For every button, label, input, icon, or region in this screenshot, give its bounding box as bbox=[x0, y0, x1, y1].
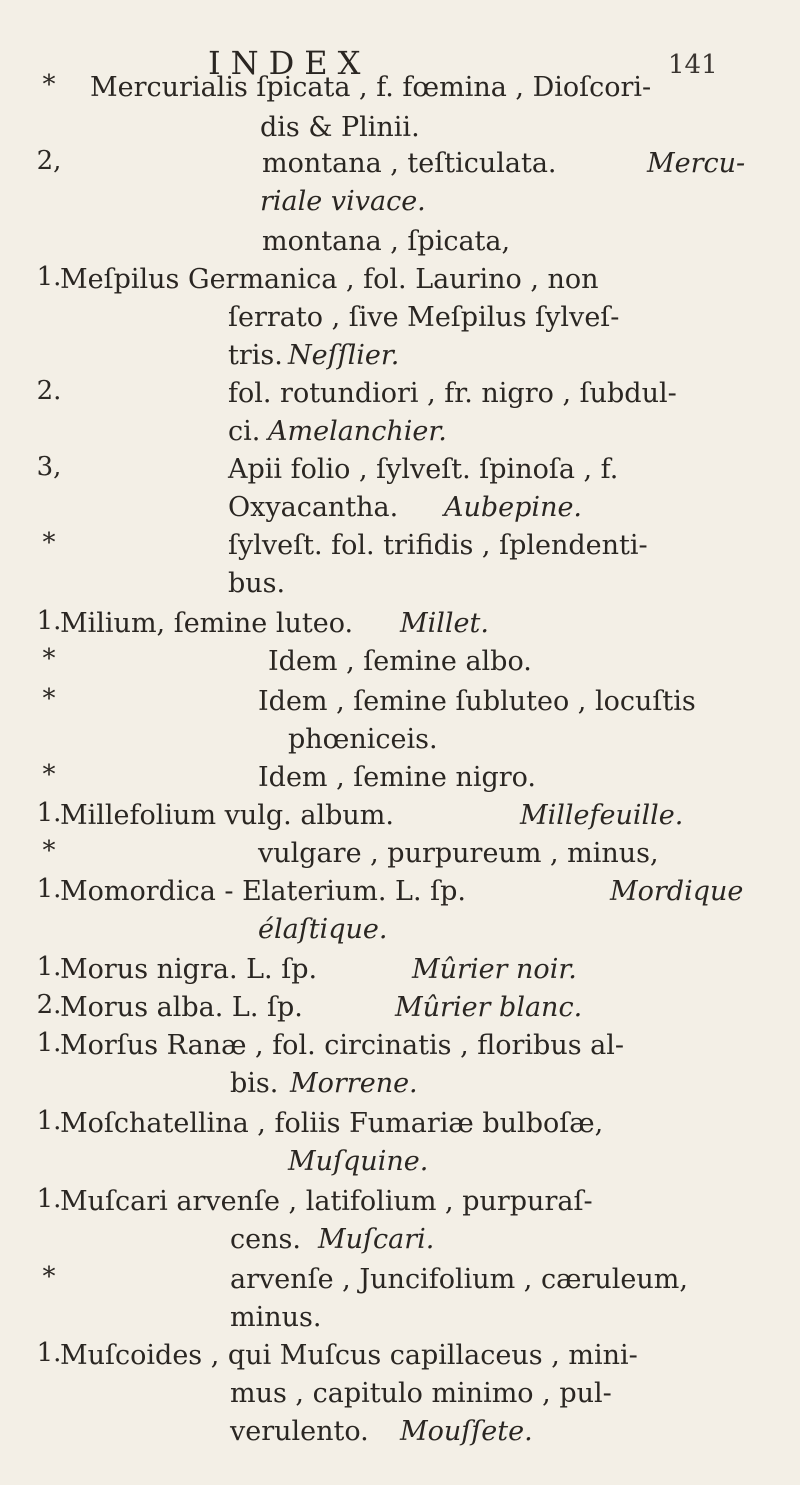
entry-text: Millefolium vulg. album. bbox=[60, 800, 394, 831]
entry-text: Morus nigra. L. ſp. bbox=[60, 954, 318, 985]
entry-vernacular: Mûrier blanc. bbox=[395, 992, 583, 1023]
entry-marker: 3, bbox=[36, 452, 62, 482]
entry-vernacular: Millet. bbox=[400, 608, 489, 639]
entry-marker: 2. bbox=[36, 990, 62, 1020]
entry-text: Morſus Ranæ , fol. circinatis , floribus al- bbox=[60, 1030, 625, 1061]
entry-text: montana , teſticulata. bbox=[262, 148, 557, 179]
entry-marker: 1. bbox=[36, 952, 62, 982]
entry-text: Moſchatellina , foliis Fumariæ bulboſæ, bbox=[60, 1108, 604, 1139]
entry-text: tris. bbox=[228, 340, 283, 371]
page-number: 141 bbox=[668, 50, 718, 80]
entry-text: Idem , ſemine albo. bbox=[268, 646, 532, 677]
entry-text: Idem , ſemine ſubluteo , locuſtis bbox=[258, 686, 696, 717]
entry-vernacular: Mûrier noir. bbox=[412, 954, 577, 985]
entry-vernacular: Muſcari. bbox=[318, 1224, 435, 1255]
entry-marker: 1. bbox=[36, 1106, 62, 1136]
entry-text: minus. bbox=[230, 1302, 322, 1333]
entry-text: arvenſe , Juncifolium , cæruleum, bbox=[230, 1264, 688, 1295]
entry-text: Meſpilus Germanica , fol. Laurino , non bbox=[60, 264, 599, 295]
entry-text: Oxyacantha. bbox=[228, 492, 399, 523]
entry-vernacular: riale vivace. bbox=[260, 186, 426, 217]
entry-marker: 1. bbox=[36, 262, 62, 292]
entry-text: montana , ſpicata, bbox=[262, 226, 511, 257]
entry-marker: 1. bbox=[36, 874, 62, 904]
entry-marker: 2. bbox=[36, 376, 62, 406]
entry-text: dis & Plinii. bbox=[260, 112, 420, 143]
entry-text: ſerrato , ſive Meſpilus ſylveſ- bbox=[228, 302, 620, 333]
entry-text: Muſcoides , qui Muſcus capillaceus , mini- bbox=[60, 1340, 638, 1371]
entry-vernacular: Morrene. bbox=[290, 1068, 418, 1099]
entry-marker: * bbox=[42, 760, 56, 790]
entry-vernacular: Mercu- bbox=[647, 148, 746, 179]
entry-vernacular: Millefeuille. bbox=[520, 800, 684, 831]
entry-marker: * bbox=[42, 528, 56, 558]
entry-marker: * bbox=[42, 70, 56, 100]
entry-marker: 1. bbox=[36, 606, 62, 636]
entry-marker: * bbox=[42, 836, 56, 866]
entry-vernacular: Muſquine. bbox=[288, 1146, 429, 1177]
entry-text: Milium, ſemine luteo. bbox=[60, 608, 354, 639]
entry-marker: 1. bbox=[36, 798, 62, 828]
entry-vernacular: Aubepine. bbox=[444, 492, 583, 523]
entry-text: Apii folio , ſylveſt. ſpinoſa , f. bbox=[228, 454, 619, 485]
entry-marker: 1. bbox=[36, 1028, 62, 1058]
entry-text: Idem , ſemine nigro. bbox=[258, 762, 537, 793]
entry-text: bis. bbox=[230, 1068, 279, 1099]
entry-vernacular: Mouſſete. bbox=[400, 1416, 533, 1447]
entry-text: fol. rotundiori , fr. nigro , ſubdul- bbox=[228, 378, 677, 409]
entry-vernacular: Amelanchier. bbox=[268, 416, 447, 447]
entry-vernacular: Neſſlier. bbox=[288, 340, 400, 371]
entry-text: mus , capitulo minimo , pul- bbox=[230, 1378, 612, 1409]
entry-marker: 1. bbox=[36, 1338, 62, 1368]
page-header-title: INDEX bbox=[208, 44, 371, 82]
entry-vernacular: élaſtique. bbox=[258, 914, 388, 945]
entry-marker: * bbox=[42, 684, 56, 714]
entry-text: phœniceis. bbox=[288, 724, 438, 755]
entry-text: verulento. bbox=[230, 1416, 369, 1447]
entry-marker: 1. bbox=[36, 1184, 62, 1214]
entry-text: Morus alba. L. ſp. bbox=[60, 992, 303, 1023]
entry-text: Muſcari arvenſe , latifolium , purpuraſ- bbox=[60, 1186, 593, 1217]
entry-marker: 2, bbox=[36, 146, 62, 176]
entry-vernacular: Mordique bbox=[610, 876, 744, 907]
entry-text: cens. bbox=[230, 1224, 301, 1255]
entry-marker: * bbox=[42, 644, 56, 674]
entry-marker: * bbox=[42, 1262, 56, 1292]
entry-text: ſylveſt. fol. trifidis , ſplendenti- bbox=[228, 530, 648, 561]
entry-text: Momordica - Elaterium. L. ſp. bbox=[60, 876, 467, 907]
entry-text: ci. bbox=[228, 416, 261, 447]
entry-text: vulgare , purpureum , minus, bbox=[258, 838, 659, 869]
entry-text: bus. bbox=[228, 568, 286, 599]
entry-text: Mercurialis ſpicata , f. fœmina , Dioſcori- bbox=[90, 72, 652, 103]
